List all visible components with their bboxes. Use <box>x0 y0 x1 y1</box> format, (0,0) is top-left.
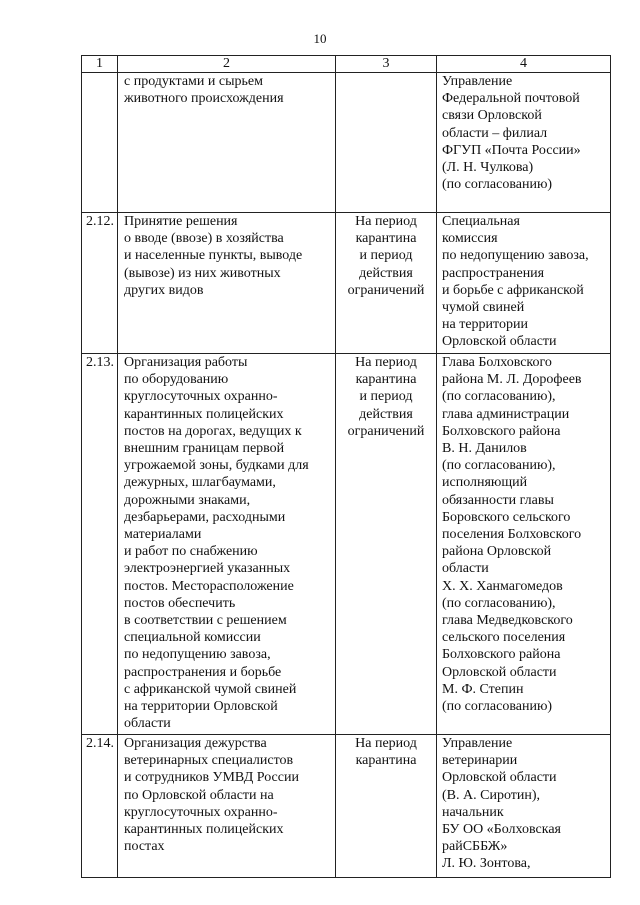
text-line: Организация дежурства <box>124 736 267 751</box>
text-line: На период <box>355 355 417 370</box>
table-row <box>82 354 611 735</box>
text-line: (по согласованию) <box>442 699 553 715</box>
measure-cell <box>118 213 336 354</box>
text-line: и работ по снабжению <box>124 544 258 560</box>
text-line: (Л. Н. Чулкова) <box>442 160 534 176</box>
measure-cell <box>118 354 336 735</box>
text-line: карантина <box>355 231 417 247</box>
period-cell <box>336 735 437 878</box>
text-line: по Орловской области на <box>124 787 274 803</box>
text-line: (вывозе) из них животных <box>124 265 281 281</box>
text-line: и сотрудников УМВД России <box>124 770 299 786</box>
text-line: распространения и борьбе <box>124 664 282 680</box>
text-line: карантинных полицейских <box>124 822 284 838</box>
text-line: круглосуточных охранно- <box>124 804 278 820</box>
text-line: Глава Болховского <box>442 355 552 370</box>
text-line: сельского поселения <box>442 630 566 646</box>
table-row <box>82 735 611 878</box>
text-line: по недопущению завоза, <box>124 647 271 663</box>
text-line: ветеринарных специалистов <box>124 753 294 769</box>
text-line: карантина <box>355 372 417 388</box>
responsible-cell <box>437 73 611 213</box>
text-line: ограничений <box>347 282 425 298</box>
header-cell-2: 2 <box>118 56 336 73</box>
text-line: с продуктами и сырьем <box>124 74 263 89</box>
header-cell-3: 3 <box>336 56 437 73</box>
text-line: комиссия <box>442 231 498 247</box>
text-line: связи Орловской <box>442 108 542 124</box>
text-line: На период <box>355 214 417 229</box>
text-line: области – филиал <box>442 125 548 141</box>
text-line: и период <box>359 248 413 264</box>
measure-cell <box>118 73 336 213</box>
text-line: исполняющий <box>442 475 528 491</box>
text-line: о вводе (ввозе) в хозяйства <box>124 231 284 247</box>
text-line: материалами <box>124 527 202 543</box>
text-line: (по согласованию), <box>442 389 556 405</box>
item-number-cell: 2.13. <box>82 354 118 735</box>
text-line: дезбарьерами, расходными <box>124 509 286 525</box>
text-line: поселения Болховского <box>442 527 582 543</box>
text-line: Л. Ю. Зонтова, <box>442 856 531 872</box>
text-line: области <box>442 561 489 577</box>
text-line: электроэнергией указанных <box>124 561 291 577</box>
responsible-cell <box>437 213 611 354</box>
responsible-cell <box>437 735 611 878</box>
text-line: и период <box>359 389 413 405</box>
text-line: действия <box>359 265 413 281</box>
text-line: Болховского района <box>442 647 561 663</box>
text-line: внешним границам первой <box>124 441 285 457</box>
text-line: области <box>124 716 171 732</box>
text-line: по оборудованию <box>124 372 229 388</box>
text-line: животного происхождения <box>124 91 284 107</box>
item-number-cell: 2.12. <box>82 213 118 354</box>
text-line: дорожными знаками, <box>124 492 251 508</box>
text-line: на территории <box>442 317 528 333</box>
text-line: Орловской области <box>442 334 557 350</box>
table-row <box>82 73 611 213</box>
text-line: района М. Л. Дорофеев <box>442 372 582 388</box>
text-line: (В. А. Сиротин), <box>442 787 541 803</box>
text-line: глава Медведковского <box>442 613 573 629</box>
text-line: карантинных полицейских <box>124 406 284 422</box>
text-line: начальник <box>442 804 504 820</box>
period-cell <box>336 213 437 354</box>
measure-cell <box>118 735 336 878</box>
text-line: чумой свиней <box>442 300 525 316</box>
text-line: с африканской чумой свиней <box>124 681 297 697</box>
text-line: района Орловской <box>442 544 552 560</box>
text-line: и населенные пункты, выводе <box>124 248 303 264</box>
text-line: действия <box>359 406 413 422</box>
text-line: БУ ОО «Болховская <box>442 822 561 838</box>
page-number: 10 <box>313 31 327 46</box>
text-line: круглосуточных охранно- <box>124 389 278 405</box>
text-line: М. Ф. Степин <box>442 681 524 697</box>
text-line: На период <box>355 736 417 751</box>
text-line: Управление <box>442 736 513 751</box>
text-line: дежурных, шлагбаумами, <box>124 475 276 491</box>
text-line: ФГУП «Почта России» <box>442 142 581 158</box>
text-line: постов. Месторасположение <box>124 578 294 594</box>
text-line: (по согласованию), <box>442 595 556 611</box>
text-line: Орловской области <box>442 664 557 680</box>
text-line: по недопущению завоза, <box>442 248 589 264</box>
text-line: Орловской области <box>442 770 557 786</box>
text-line: постах <box>124 839 165 855</box>
header-cell-1: 1 <box>82 56 118 73</box>
text-line: Специальная <box>442 214 520 229</box>
text-line: в соответствии с решением <box>124 613 287 629</box>
text-line: карантина <box>355 753 417 769</box>
text-line: постов обеспечить <box>124 595 236 611</box>
table-row <box>82 213 611 354</box>
period-cell <box>336 73 437 213</box>
text-line: Федеральной почтовой <box>442 91 580 107</box>
text-line: и борьбе с африканской <box>442 282 584 298</box>
text-line: райСББЖ» <box>442 839 508 855</box>
text-line: Управление <box>442 74 513 89</box>
text-line: Организация работы <box>124 355 248 370</box>
text-line: распространения <box>442 265 545 281</box>
text-line: других видов <box>124 282 204 298</box>
text-line: В. Н. Данилов <box>442 441 527 457</box>
text-line: ветеринарии <box>442 753 518 769</box>
text-line: Боровского сельского <box>442 509 571 525</box>
text-line: Х. Х. Ханмагомедов <box>442 578 563 594</box>
period-cell <box>336 354 437 735</box>
text-line: обязанности главы <box>442 492 554 508</box>
item-number-cell: 2.14. <box>82 735 118 878</box>
text-line: ограничений <box>347 423 425 439</box>
header-cell-4: 4 <box>437 56 611 73</box>
text-line: постов на дорогах, ведущих к <box>124 423 302 439</box>
text-line: Принятие решения <box>124 214 238 229</box>
responsible-cell <box>437 354 611 735</box>
text-line: специальной комиссии <box>124 630 261 646</box>
text-line: (по согласованию) <box>442 177 553 193</box>
text-line: на территории Орловской <box>124 699 278 715</box>
table-header-row <box>82 56 611 73</box>
text-line: угрожаемой зоны, будками для <box>124 458 309 474</box>
text-line: глава администрации <box>442 406 570 422</box>
item-number-cell <box>82 73 118 213</box>
measures-table <box>81 55 611 878</box>
text-line: (по согласованию), <box>442 458 556 474</box>
text-line: Болховского района <box>442 423 561 439</box>
